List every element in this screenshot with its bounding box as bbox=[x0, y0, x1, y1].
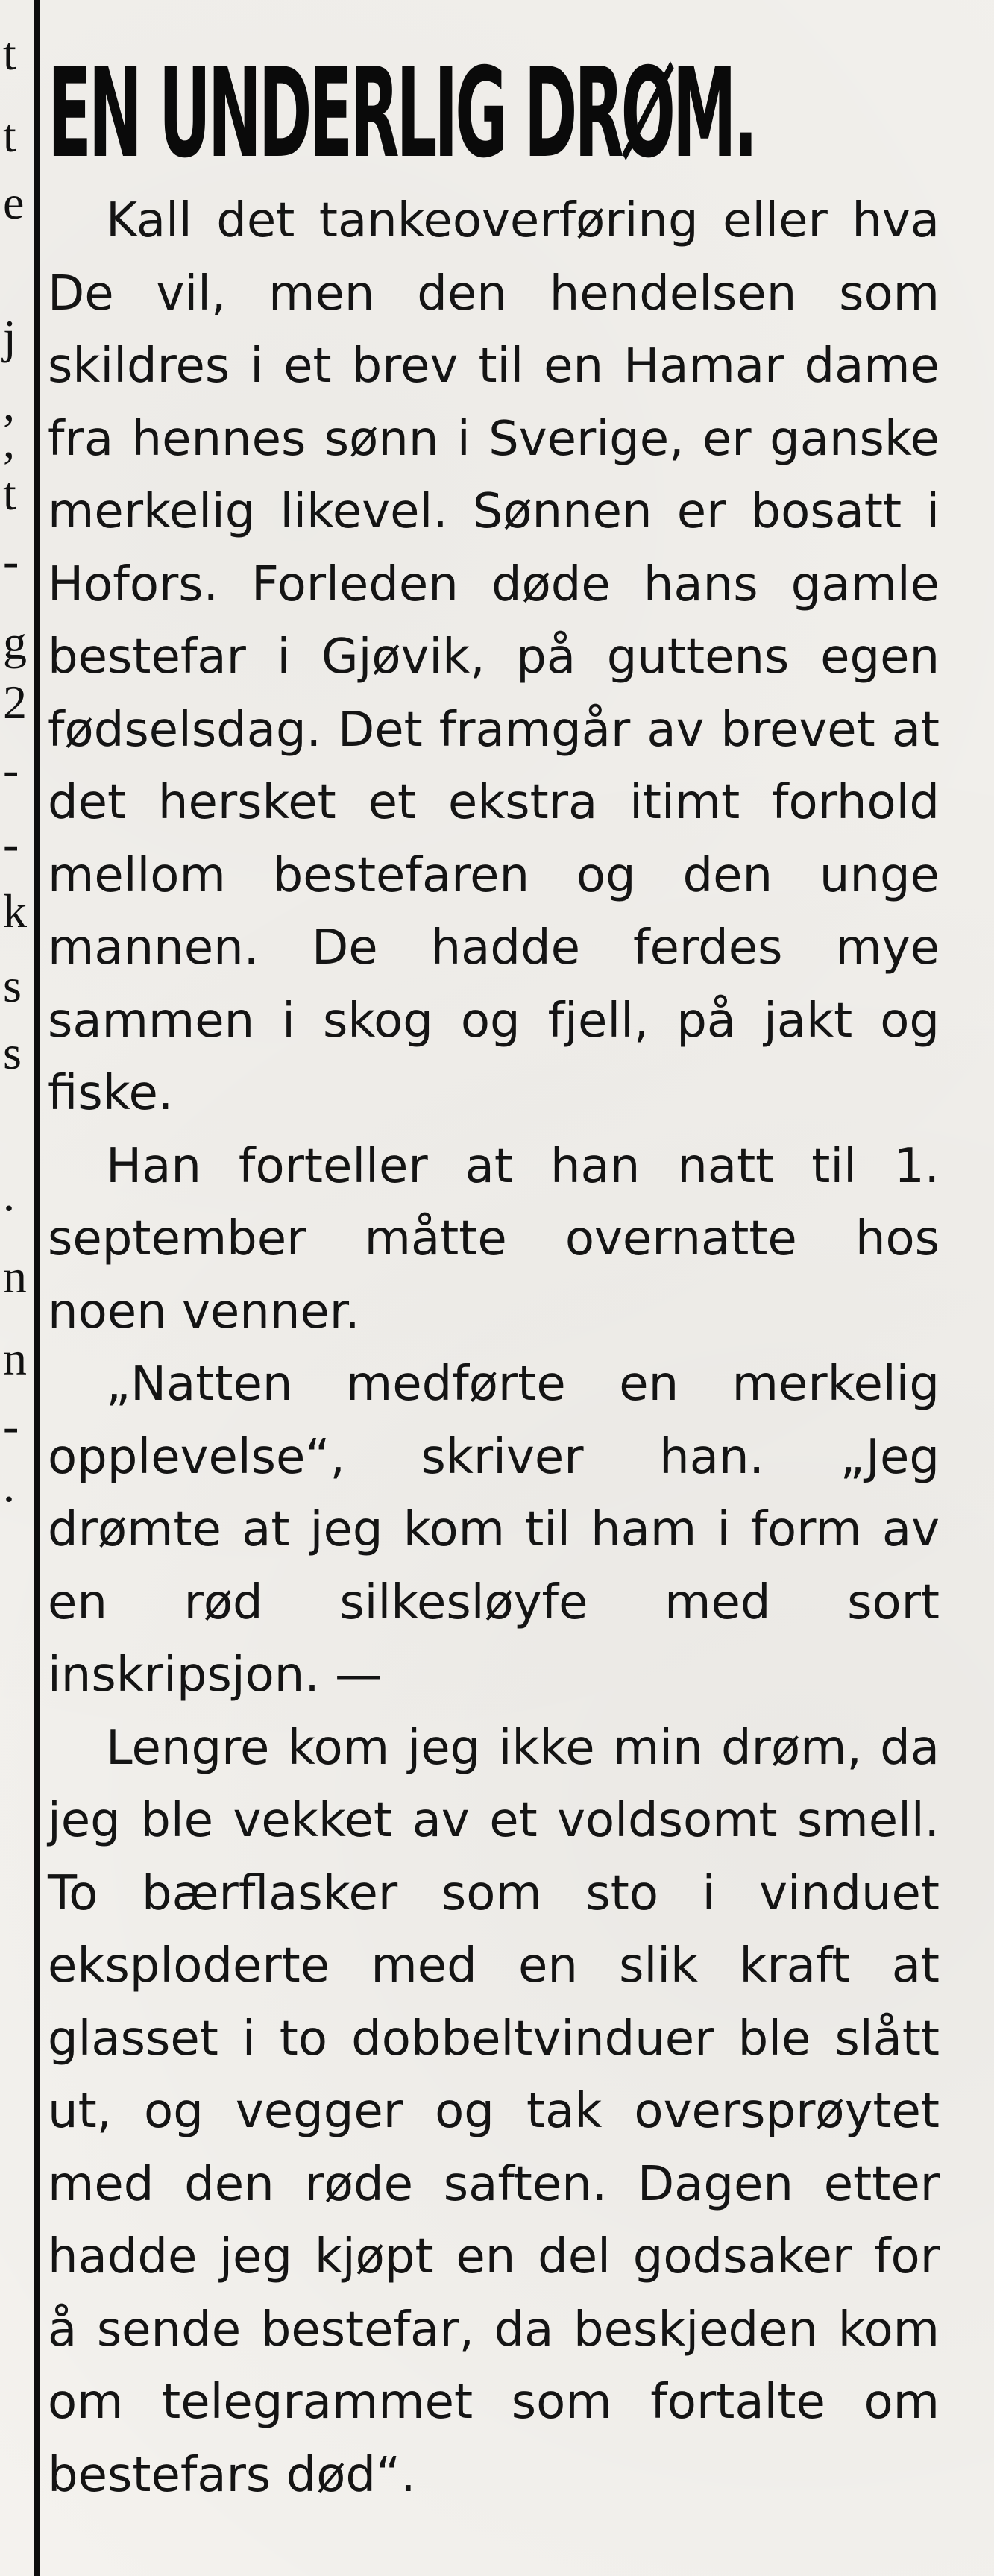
edge-letter: e bbox=[3, 176, 25, 229]
edge-letter: - bbox=[3, 534, 19, 587]
edge-letter: . bbox=[3, 1168, 15, 1221]
column-rule bbox=[34, 0, 40, 2576]
edge-letter: . bbox=[3, 1459, 15, 1512]
edge-letter: t bbox=[3, 109, 16, 162]
edge-letter: , bbox=[3, 377, 15, 430]
edge-letter: s bbox=[3, 959, 22, 1012]
edge-letter: n bbox=[3, 1250, 27, 1303]
article-paragraph: Lengre kom jeg ikke min drøm, da jeg ble vekket av et voldsomt smell. To bærflasker som sto i vinduet eksploderte med en slik kraft at glasset i to dobbeltvinduer ble slått ut, og vegger og tak oversprøytet med den røde saften. Dagen etter hadde jeg kjøpt en del godsaker for å sende bestefar, da beskjeden kom om telegrammet som fortalte om bestefars død“. bbox=[48, 1720, 940, 2503]
edge-letter: t bbox=[3, 467, 16, 520]
edge-letter: k bbox=[3, 885, 27, 937]
edge-letter: - bbox=[3, 1399, 19, 1452]
edge-letter: s bbox=[3, 1026, 22, 1079]
edge-letter: , bbox=[3, 415, 15, 468]
article-headline: EN UNDERLIG DRØM. bbox=[48, 42, 755, 186]
adjacent-column-edge bbox=[0, 0, 33, 2576]
article-paragraph: Kall det tankeoverføring eller hva De vil, men den hendelsen som skildres i et brev til en Hamar dame fra hennes sønn i Sverige, er ganske merkelig likevel. Sønnen er bosatt i Hofors. Forleden døde hans gamle bestefar i Gjøvik, på guttens egen fødselsdag. Det framgår av brevet at det hersket et ekstra itimt forhold mellom bestefaren og den unge mannen. De hadde ferdes mye sammen i skog og fjell, på jakt og fiske. bbox=[48, 193, 940, 1121]
edge-letter: g bbox=[3, 616, 27, 669]
edge-letter: j bbox=[3, 310, 16, 363]
edge-letter: - bbox=[3, 743, 19, 796]
edge-letter: t bbox=[3, 27, 16, 80]
article-paragraph: „Natten medførte en merkelig opplevelse“, skriver han. „Jeg drømte at jeg kom til ham i form av en rød silkesløyfe med sort inskripsjon. — bbox=[48, 1357, 940, 1703]
edge-letter: 2 bbox=[3, 676, 27, 729]
article bbox=[48, 42, 940, 2512]
edge-letter: n bbox=[3, 1332, 27, 1385]
edge-letter: - bbox=[3, 817, 19, 870]
article-paragraph: Han forteller at han natt til 1. september måtte overnatte hos noen venner. bbox=[48, 1138, 940, 1339]
